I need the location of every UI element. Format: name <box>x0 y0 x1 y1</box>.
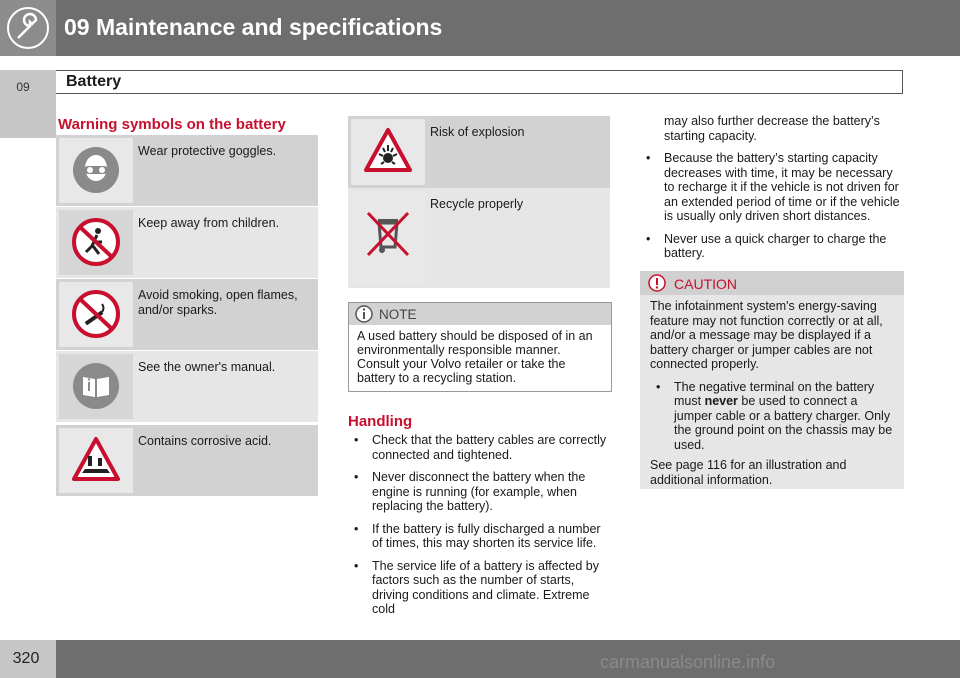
symbol-text: Keep away from children. <box>138 216 280 230</box>
symbol-row <box>348 116 610 188</box>
caution-title: CAUTION <box>674 276 737 292</box>
battery-text <box>640 114 906 261</box>
list-item: • The negative terminal on the battery must never be used to connect a jumper cable or a battery charger. Only the ground point on the chassis may be used. <box>656 379 893 452</box>
info-icon <box>355 305 373 323</box>
symbol-row <box>56 279 318 350</box>
section-bar <box>56 70 903 94</box>
chapter-tab-label: 09 <box>16 80 30 94</box>
caution-box <box>640 271 904 489</box>
symbol-text: Wear protective goggles. <box>138 144 277 158</box>
symbol-text: Risk of explosion <box>430 125 525 139</box>
no-smoking-icon <box>72 290 120 338</box>
keep-away-children-icon <box>72 218 120 266</box>
symbol-text: Contains corrosive acid. <box>138 434 272 448</box>
handling-heading: Handling <box>348 413 413 430</box>
continued-text: may also further decrease the battery’s starting capacity. <box>664 114 880 143</box>
owners-manual-icon <box>72 362 120 410</box>
warning-symbols-heading: Warning symbols on the battery <box>58 116 286 133</box>
handling-list <box>348 427 613 617</box>
list-item: • Never disconnect the battery when the engine is running (for example, when replacing the battery). <box>354 470 586 513</box>
page-number: 320 <box>12 650 40 667</box>
watermark: carmanualsonline.info <box>600 652 776 672</box>
caution-intro: The infotainment system's energy-saving feature may not function correctly or at all, and/or a message may be displayed if a battery charger or jumper cables are not connected properly. <box>650 299 883 371</box>
list-item: • Never use a quick charger to charge the battery. <box>646 231 887 260</box>
symbol-text: See the owner's manual. <box>138 360 276 374</box>
note-body: A used battery should be disposed of in an environmentally responsible manner. Consult your Volvo retailer or take the battery to a recycling station. <box>357 329 593 385</box>
symbol-row <box>56 425 318 496</box>
warning-icon <box>648 274 666 292</box>
page-footer <box>0 640 960 678</box>
chapter-title: 09 Maintenance and specifications <box>64 14 443 40</box>
list-item: • The service life of a battery is affected by factors such as the number of starts, driving conditions and climate. Extreme cold <box>354 558 599 616</box>
caution-reference: See page 116 for an illustration and additional information. <box>650 458 847 487</box>
recycle-bin-icon <box>364 209 412 257</box>
note-box <box>348 302 612 392</box>
goggles-icon <box>72 146 120 194</box>
list-item: • If the battery is fully discharged a number of times, this may shorten its service life. <box>354 521 601 550</box>
symbol-text: Recycle properly <box>430 197 524 211</box>
symbol-row <box>56 135 318 206</box>
explosion-icon <box>364 127 412 175</box>
symbol-row <box>348 188 610 288</box>
note-title: NOTE <box>379 307 417 322</box>
list-item: • Because the battery’s starting capacity decreases with time, it may be necessary to recharge it if the vehicle is not driven for an extended period of time or if the vehicle is usually only driven short distances. <box>646 151 900 223</box>
section-title: Battery <box>66 73 122 90</box>
corrosive-acid-icon <box>72 436 120 484</box>
list-item: • Check that the battery cables are correctly connected and tightened. <box>354 433 607 462</box>
symbol-row <box>56 207 318 278</box>
wrench-icon <box>0 0 56 56</box>
symbol-row <box>56 351 318 422</box>
symbol-text: Avoid smoking, open flames, and/or sparks. <box>138 288 298 317</box>
